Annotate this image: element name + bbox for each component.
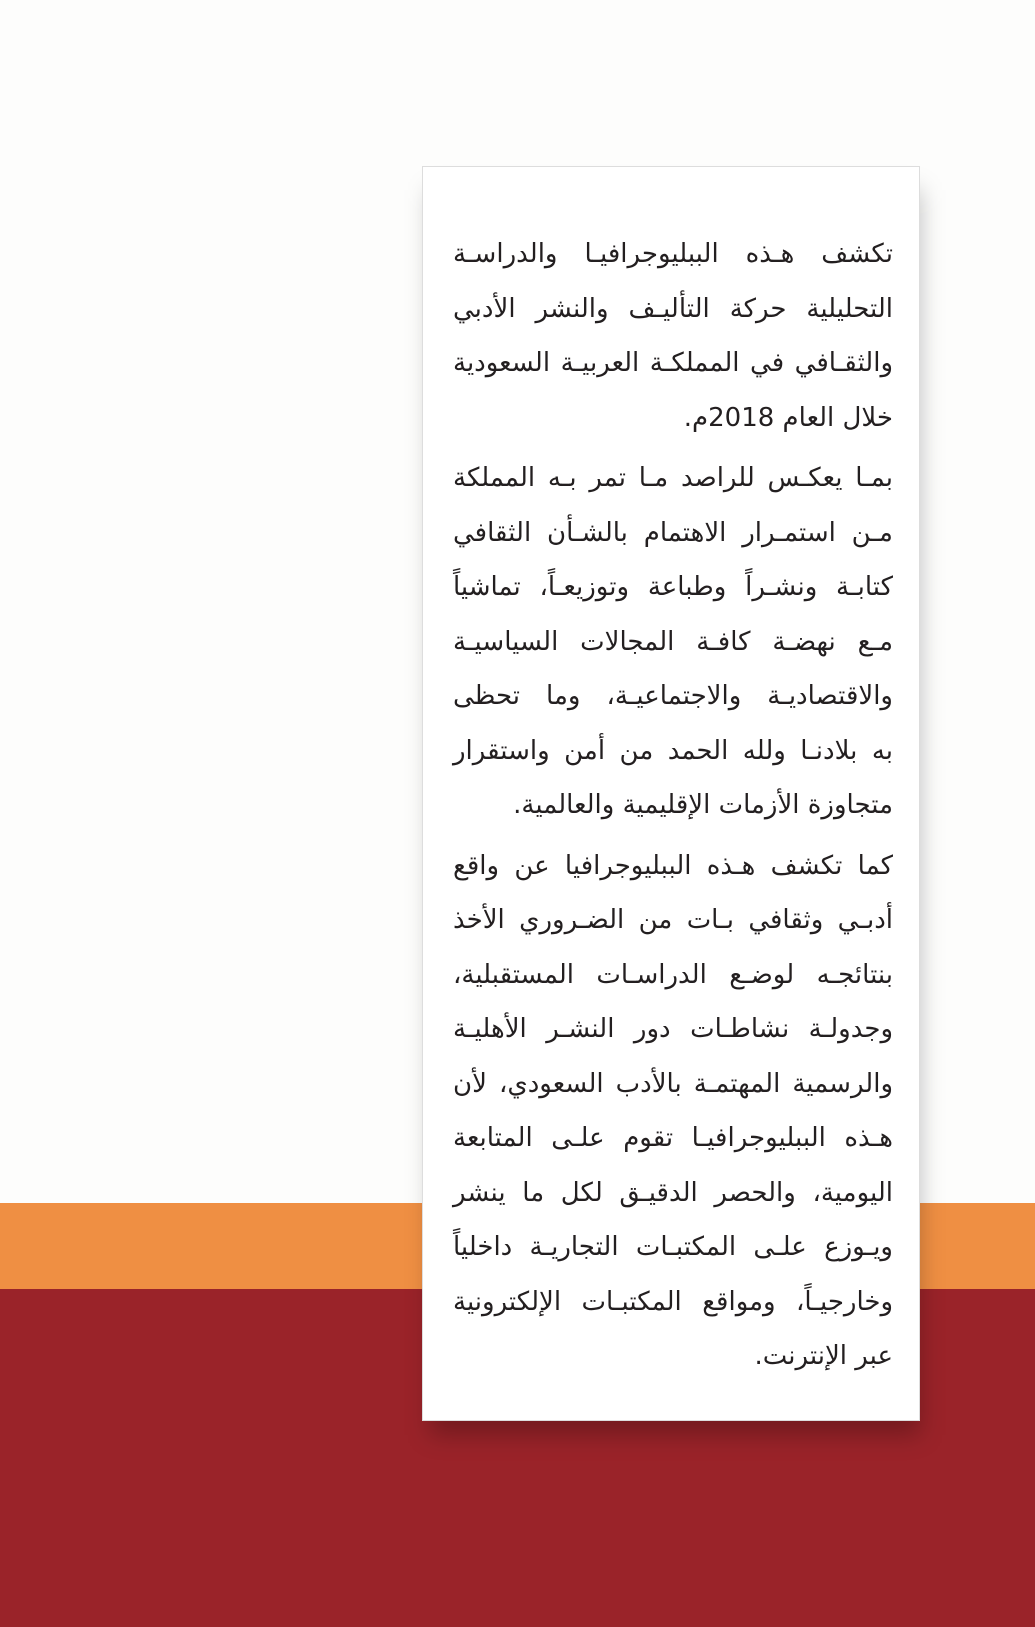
text-line: بنتائجـه لوضـع الدراسـات المستقبلية، (453, 959, 893, 990)
text-line: خلال العام 2018م. (683, 402, 893, 433)
paragraph (453, 451, 893, 833)
text-line: والاقتصاديـة والاجتماعيـة، وما تحظى (453, 681, 893, 711)
text-line: كتابـة ونشـراً وطباعة وتوزيعـاً، تماشياً (453, 572, 893, 602)
text-line: بمـا يعكـس للراصد مـا تمر بـه المملكة (453, 463, 893, 493)
text-line: كما تكشف هـذه الببليوجرافيا عن واقع (453, 850, 893, 881)
blurb-text (453, 227, 893, 1390)
text-line: أدبـي وثقافي بـات من الضـروري الأخذ (453, 905, 893, 935)
text-line: ويـوزع علـى المكتبـات التجاريـة داخلياً (453, 1232, 893, 1262)
text-line: وجدولـة نشاطـات دور النشـر الأهليـة (453, 1014, 893, 1044)
text-line: به بلادنـا ولله الحمد من أمن واستقرار (453, 735, 893, 766)
text-line: متجاوزة الأزمات الإقليمية والعالمية. (513, 790, 893, 820)
text-line: تكشف هـذه الببليوجرافيـا والدراسـة (453, 239, 893, 269)
text-line: مـن استمـرار الاهتمام بالشـأن الثقافي (453, 517, 893, 548)
text-line: عبر الإنترنت. (754, 1341, 893, 1371)
text-line: هـذه الببليوجرافيـا تقوم علـى المتابعة (453, 1123, 893, 1153)
text-line: مـع نهضـة كافـة المجالات السياسيـة (453, 626, 893, 657)
text-line: والثقـافي في المملكـة العربيـة السعودية (453, 348, 893, 378)
text-line: اليومية، والحصر الدقيـق لكل ما ينشر (453, 1177, 893, 1208)
blurb-card (422, 166, 920, 1421)
text-line: التحليلية حركة التأليـف والنشر الأدبي (453, 293, 893, 324)
text-line: والرسمية المهتمـة بالأدب السعودي، لأن (453, 1068, 893, 1099)
paragraph (453, 227, 893, 445)
text-line: وخارجيـاً، ومواقع المكتبـات الإلكترونية (453, 1286, 893, 1317)
paragraph (453, 839, 893, 1384)
